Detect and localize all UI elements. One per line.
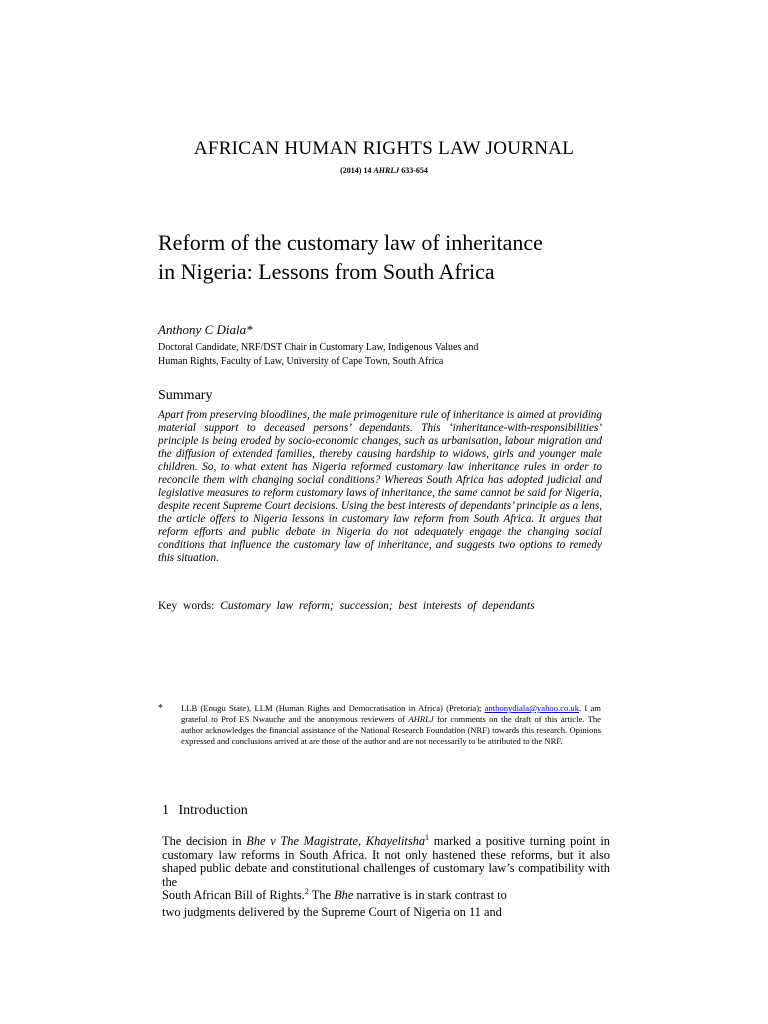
keywords [158, 600, 608, 612]
summary-heading: Summary [158, 388, 213, 403]
article-title-line: Reform of the customary law of inheritance [158, 230, 543, 255]
citation-journal: AHRLJ [373, 166, 400, 175]
article-title-line: in Nigeria: Lessons from South Africa [158, 259, 495, 284]
author-affiliation [158, 341, 558, 369]
footnote-journal: AHRLJ [408, 714, 434, 724]
affiliation-line: Doctoral Candidate, NRF/DST Chair in Customary Law, Indigenous Values and [158, 342, 479, 353]
footnote-part: LLB (Enugu State), LLM (Human Rights and Democratisation in Africa) (Pretoria); [181, 703, 485, 713]
author-email-link[interactable]: anthonydiala@yahoo.co.uk [484, 703, 579, 713]
body-line: two judgments delivered by the Supreme Court of Nigeria on 11 and [162, 905, 502, 919]
citation-pages: 633-654 [399, 166, 428, 175]
article-title [158, 228, 598, 286]
affiliation-line: Human Rights, Faculty of Law, University of Cape Town, South Africa [158, 356, 444, 367]
footnote-mark: * [158, 703, 163, 714]
footnote-ref: 1 [425, 832, 430, 842]
body-part: narrative is in stark contrast to [353, 888, 507, 902]
keywords-label: Key words: [158, 600, 215, 612]
introduction-heading [162, 803, 248, 819]
intro-paragraph [162, 832, 610, 889]
author-name: Anthony C Diala* [158, 322, 253, 337]
case-name: Bhe v The Magistrate, Khayelitsha [246, 834, 426, 848]
body-line [162, 886, 507, 903]
footnote-text [181, 703, 601, 747]
summary-text: Apart from preserving bloodlines, the male primogeniture rule of inheritance is aimed at providing material support to deceased persons’ dependants. This ‘inheritance-with-responsibilities’ principle is being eroded by socio-economic changes, such as urbanisation, labour migration and the diffusion of extended families, thereby causing hardship to widows, girls and younger male children. So, to what extent has Nigeria reformed customary law inheritance rules in order to reconcile them with changing social conditions? Whereas South Africa has adopted judicial and legislative measures to reform customary laws of inheritance, the same cannot be said for Nigeria, despite recent Supreme Court decisions. Using the best interests of dependants’ principle as a lens, the article offers to Nigeria lessons in customary law reform from South Africa. It argues that reform efforts and public debate in Nigeria do not adequately engage the changing social conditions that influence the customary law of inheritance, and suggests two options to remedy this situation. [158, 409, 602, 564]
body-part: South African Bill of Rights. [162, 888, 305, 902]
citation [0, 166, 768, 175]
journal-title: AFRICAN HUMAN RIGHTS LAW JOURNAL [193, 138, 575, 159]
citation-prefix: (2014) 14 [340, 166, 374, 175]
section-title: Introduction [178, 803, 248, 818]
footnote-ref: 2 [304, 886, 309, 896]
keywords-text: Customary law reform; succession; best interests of dependants [220, 600, 535, 612]
body-part: The decision in [162, 834, 247, 848]
footnote-part: for comments on the draft of this article. The author acknowledges the financial assistance of the National Research Foundation (NRF) towards this research. Opinions expressed and conclusions arrived at are those of the author and are not necessarily to be attributed to the NRF. [181, 714, 601, 746]
section-number: 1 [162, 803, 169, 818]
body-part: The [308, 888, 335, 902]
footnote-part: . I am grateful to Prof ES Nwauche and the anonymous reviewers of [181, 703, 601, 724]
case-short-name: Bhe [334, 888, 354, 902]
body-part: marked a positive turning point in customary law reforms in South Africa. It not only hastened these reforms, but it also shaped public debate and constitutional challenges of customary law’s compatibility with the [162, 834, 610, 889]
